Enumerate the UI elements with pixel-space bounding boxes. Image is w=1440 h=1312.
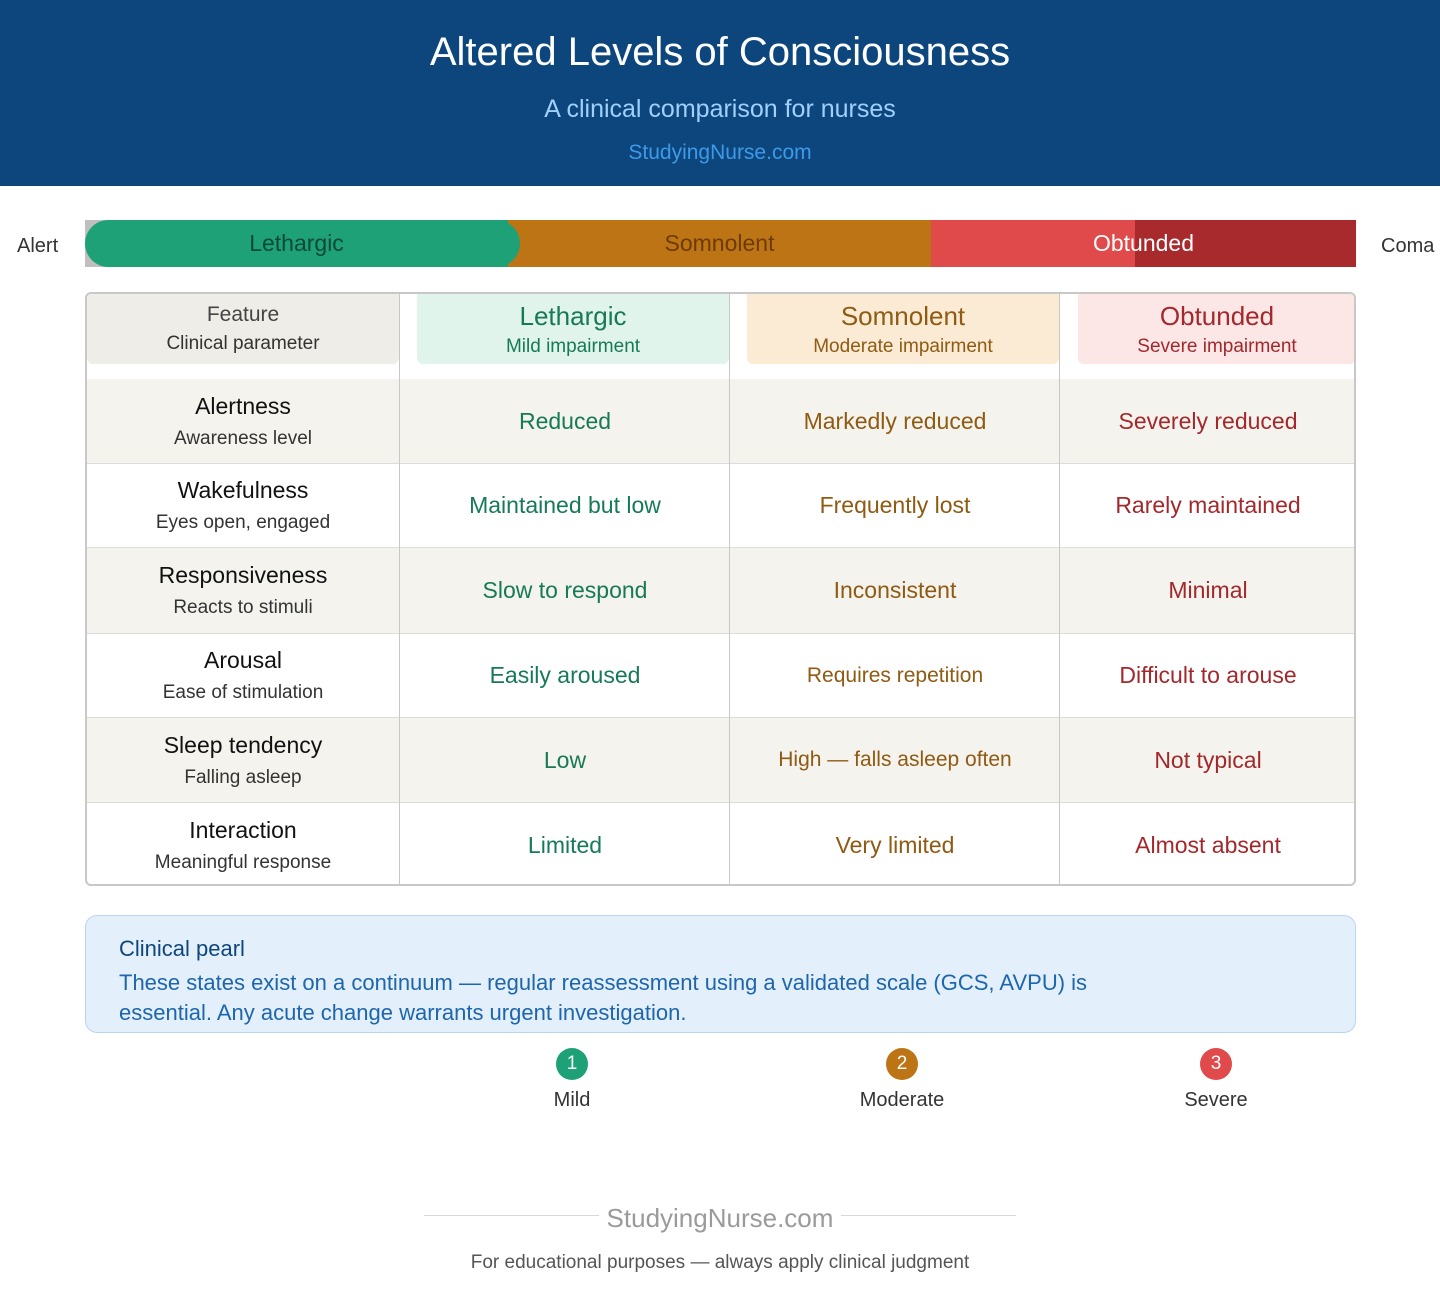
somnolent-value: Inconsistent xyxy=(833,577,957,603)
legend-label: Moderate xyxy=(859,1089,945,1111)
legend-item-moderate xyxy=(802,1048,1002,1112)
header-obtunded-subtitle: Severe impairment xyxy=(1137,335,1297,357)
column-divider xyxy=(399,294,400,886)
clinical-pearl-title: Clinical pearl xyxy=(119,936,245,961)
feature-name: Arousal xyxy=(204,647,282,673)
feature-subtitle: Reacts to stimuli xyxy=(173,597,313,618)
page-header xyxy=(0,0,1440,186)
consciousness-scale-bar xyxy=(85,220,1356,267)
feature-name: Interaction xyxy=(189,817,297,843)
header-somnolent-title: Somnolent xyxy=(840,300,966,331)
feature-name: Alertness xyxy=(195,392,291,419)
header-cell-somnolent xyxy=(747,294,1059,364)
scale-label-alert: Alert xyxy=(17,235,59,257)
clinical-pearl-box xyxy=(85,915,1356,1033)
feature-name: Responsiveness xyxy=(158,562,328,588)
column-divider xyxy=(1059,294,1060,886)
somnolent-value: Markedly reduced xyxy=(803,407,987,434)
header-lethargic-title: Lethargic xyxy=(519,300,627,331)
obtunded-value: Rarely maintained xyxy=(1115,492,1301,518)
header-cell-obtunded xyxy=(1078,294,1356,364)
header-obtunded-title: Obtunded xyxy=(1159,300,1275,331)
legend-label: Severe xyxy=(1184,1089,1248,1111)
table-row xyxy=(87,802,1356,886)
legend-marker-mild: 1 xyxy=(556,1048,588,1080)
scale-segment-obtunded: Obtunded xyxy=(931,220,1356,267)
feature-subtitle: Eyes open, engaged xyxy=(155,512,331,533)
lethargic-value: Limited xyxy=(527,832,603,858)
header-feature-subtitle: Clinical parameter xyxy=(166,333,320,354)
clinical-pearl-text: These states exist on a continuum — regular reassessment using a validated scale (GCS, AVPU) is essential. Any acute change warrants urgent investigation. xyxy=(119,970,1088,1025)
lethargic-value: Slow to respond xyxy=(482,577,648,603)
feature-name: Sleep tendency xyxy=(163,731,323,758)
scale-segment-somnolent: Somnolent xyxy=(508,220,931,267)
legend-marker-moderate: 2 xyxy=(886,1048,918,1080)
header-lethargic-subtitle: Mild impairment xyxy=(505,335,641,357)
scale-segment-lethargic: Lethargic xyxy=(85,220,508,267)
obtunded-value: Severely reduced xyxy=(1118,407,1298,434)
lethargic-value: Maintained but low xyxy=(469,492,661,518)
footer-brand-text: StudyingNurse.com xyxy=(599,1203,842,1233)
header-brand: StudyingNurse.com xyxy=(628,141,812,164)
obtunded-value: Almost absent xyxy=(1135,832,1281,858)
footer-brand xyxy=(0,1203,1440,1234)
table-header-row xyxy=(87,294,1356,379)
scale-label-coma: Coma xyxy=(1381,235,1435,257)
obtunded-value: Not typical xyxy=(1154,746,1262,773)
header-somnolent-subtitle: Moderate impairment xyxy=(813,335,993,357)
obtunded-value: Minimal xyxy=(1168,577,1248,603)
footer-note: For educational purposes — always apply clinical judgment xyxy=(470,1252,970,1273)
obtunded-value: Difficult to arouse xyxy=(1119,662,1297,688)
somnolent-value: Requires repetition xyxy=(806,663,984,687)
table-row xyxy=(87,379,1356,463)
feature-name: Wakefulness xyxy=(177,477,309,503)
lethargic-value: Low xyxy=(543,746,587,773)
comparison-table xyxy=(85,292,1356,886)
somnolent-value: Very limited xyxy=(835,832,955,858)
page-title: Altered Levels of Consciousness xyxy=(429,30,1011,74)
legend-item-mild xyxy=(472,1048,672,1112)
legend-item-severe xyxy=(1116,1048,1316,1112)
feature-subtitle: Meaningful response xyxy=(154,852,332,873)
lethargic-value: Easily aroused xyxy=(489,662,641,688)
header-cell-lethargic xyxy=(417,294,729,364)
feature-subtitle: Awareness level xyxy=(173,427,312,449)
table-row xyxy=(87,633,1356,717)
legend-label: Mild xyxy=(553,1089,591,1111)
feature-subtitle: Ease of stimulation xyxy=(162,682,324,703)
feature-subtitle: Falling asleep xyxy=(184,766,302,788)
somnolent-value: Frequently lost xyxy=(819,492,971,518)
table-row xyxy=(87,717,1356,802)
table-row xyxy=(87,463,1356,547)
header-feature-title: Feature xyxy=(206,303,280,326)
column-divider xyxy=(729,294,730,886)
lethargic-value: Reduced xyxy=(518,407,612,434)
table-row xyxy=(87,547,1356,633)
legend-marker-severe: 3 xyxy=(1200,1048,1232,1080)
somnolent-value: High — falls asleep often xyxy=(778,748,1012,771)
page-subtitle: A clinical comparison for nurses xyxy=(544,95,896,123)
header-cell-feature xyxy=(87,294,399,364)
